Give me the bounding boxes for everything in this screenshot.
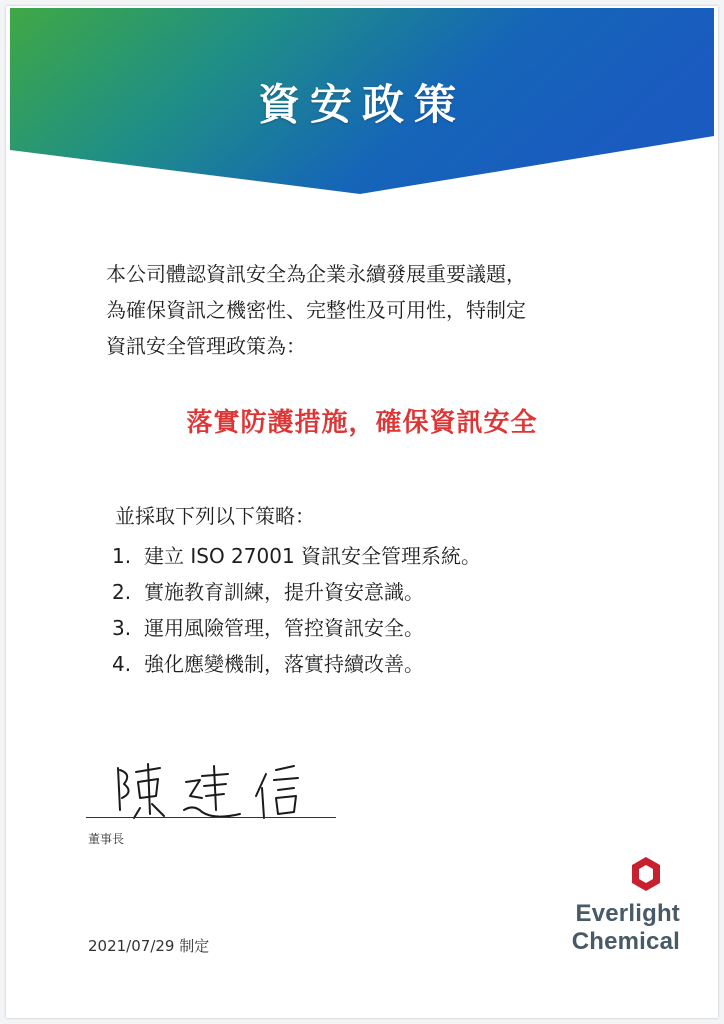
strategy-list	[112, 538, 632, 682]
intro-line: 資訊安全管理政策為：	[106, 334, 306, 358]
strategy-text: 運用風險管理，管控資訊安全。	[144, 616, 424, 640]
page-title: 資安政策	[257, 80, 466, 129]
strategy-number: 4.	[112, 652, 132, 676]
strategy-text: 實施教育訓練，提升資安意識。	[144, 580, 424, 604]
strategy-item	[112, 538, 632, 574]
signature-line	[86, 817, 336, 818]
policy-motto: 落實防護措施，確保資訊安全	[186, 408, 538, 438]
intro-paragraph	[106, 256, 666, 364]
strategy-text: 建立 ISO 27001 資訊安全管理系統。	[144, 544, 482, 568]
hexagon-logo-icon	[630, 856, 662, 892]
logo-line: Everlight	[575, 900, 680, 927]
logo-line: Chemical	[571, 928, 680, 955]
strategy-item	[112, 574, 632, 610]
company-logo-text	[536, 900, 680, 956]
intro-line: 為確保資訊之機密性、完整性及可用性，特制定	[106, 298, 526, 322]
strategy-text: 強化應變機制，落實持續改善。	[144, 652, 424, 676]
effective-date: 2021/07/29 制定	[88, 937, 210, 955]
strategy-item	[112, 646, 632, 682]
strategy-section	[112, 500, 632, 682]
strategy-number: 1.	[112, 544, 132, 568]
strategy-number: 3.	[112, 616, 132, 640]
strategy-number: 2.	[112, 580, 132, 604]
strategy-lead: 並採取下列以下策略：	[115, 504, 315, 528]
strategy-item	[112, 610, 632, 646]
intro-line: 本公司體認資訊安全為企業永續發展重要議題，	[106, 262, 526, 286]
signer-title: 董事長	[88, 832, 125, 846]
chairman-signature	[90, 752, 350, 832]
